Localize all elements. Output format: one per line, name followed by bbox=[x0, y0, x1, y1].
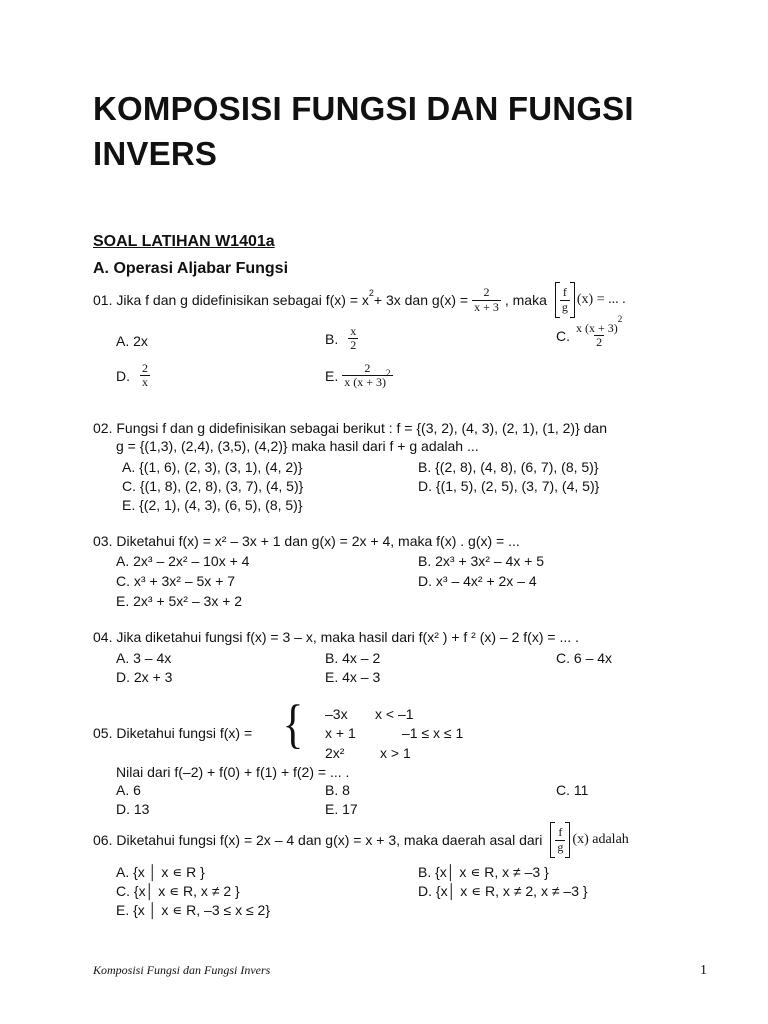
q02-line2: g = {(1,3), (2,4), (3,5), (4,2)} maka hasil dari f + g adalah ... bbox=[116, 438, 479, 454]
q05-option-b: B. 8 bbox=[325, 782, 350, 798]
q04-option-d: D. 2x + 3 bbox=[116, 669, 173, 685]
q02-option-b: B. {(2, 8), (4, 8), (6, 7), (8, 5)} bbox=[418, 459, 599, 475]
q04-option-e: E. 4x – 3 bbox=[325, 669, 381, 685]
q01-option-b bbox=[325, 325, 358, 352]
q04-line: 04. Jika diketahui fungsi f(x) = 3 – x, maka hasil dari f(x² ) + f ² (x) – 2 f(x) = ... . bbox=[93, 629, 579, 645]
q01-tail: (x) = ... . bbox=[576, 291, 626, 307]
q03-line: 03. Diketahui f(x) = x² – 3x + 1 dan g(x) = 2x + 4, maka f(x) . g(x) = ... bbox=[93, 533, 520, 549]
q01-c-label: C. bbox=[556, 327, 570, 344]
q05-brace: { bbox=[282, 694, 304, 754]
q01-option-c bbox=[556, 314, 624, 350]
q01-c-num: x (x + 3) bbox=[576, 321, 618, 335]
section-heading: SOAL LATIHAN W1401a bbox=[93, 233, 275, 250]
q05-range3: x > 1 bbox=[380, 745, 411, 761]
q04-option-a: A. 3 – 4x bbox=[116, 650, 172, 666]
q05-option-d: D. 13 bbox=[116, 801, 150, 817]
q01-option-a: A. 2x bbox=[116, 333, 148, 349]
q06-option-d: D. {x│ x ∊ R, x ≠ 2, x ≠ –3 } bbox=[418, 883, 588, 899]
q01-b-den: 2 bbox=[350, 338, 357, 353]
q06-option-b: B. {x│ x ∊ R, x ≠ –3 } bbox=[418, 864, 549, 880]
q06-line: 06. Diketahui fungsi f(x) = 2x – 4 dan g(x) = x + 3, maka daerah asal dari bbox=[93, 831, 543, 848]
page-title: KOMPOSISI FUNGSI DAN FUNGSI INVERS bbox=[93, 90, 634, 172]
q01-text2: + 3x dan g(x) = bbox=[373, 291, 469, 308]
q01-c-exp: 2 bbox=[617, 314, 623, 324]
q01-e-exp: 2 bbox=[386, 368, 391, 379]
q05-range1: x < –1 bbox=[375, 706, 414, 722]
q03-option-e: E. 2x³ + 5x² – 3x + 2 bbox=[116, 593, 243, 609]
q01-d-label: D. bbox=[116, 367, 130, 384]
q02-option-c: C. {(1, 8), (2, 8), (3, 7), (4, 5)} bbox=[122, 478, 304, 494]
q01-text: 01. Jika f dan g didefinisikan sebagai f(x) = x bbox=[93, 291, 369, 308]
q02-option-d: D. {(1, 5), (2, 5), (3, 7), (4, 5)} bbox=[418, 478, 600, 494]
q01-e-den: x (x + 3) bbox=[344, 375, 386, 390]
page-number: 1 bbox=[700, 963, 707, 978]
q01-option-d bbox=[116, 362, 150, 389]
question-01: 01. Jika f dan g didefinisikan sebagai f(x) = x $^2$ + 3x dan g(x) = $\frac{2}{x + 3}$ , maka $\frac{f}{g}$ (x) = ... . bbox=[93, 282, 626, 318]
q05-label: 05. Diketahui fungsi f(x) = bbox=[93, 725, 253, 741]
q05-case1: –3x bbox=[325, 706, 348, 722]
q01-fg-num: f bbox=[562, 285, 567, 300]
q03-option-c: C. x³ + 3x² – 5x + 7 bbox=[116, 573, 236, 589]
q06-fg-den: g bbox=[557, 839, 564, 854]
q01-text3: , maka bbox=[504, 291, 547, 308]
q06-option-a: A. {x │ x ∊ R } bbox=[116, 864, 205, 880]
page-footer: Komposisi Fungsi dan Fungsi Invers bbox=[93, 963, 271, 977]
q05-case3: 2x² bbox=[325, 745, 345, 761]
q01-option-e bbox=[325, 362, 393, 389]
q04-option-c: C. 6 – 4x bbox=[556, 650, 613, 666]
q06-fg-bracket bbox=[550, 822, 570, 858]
q02-line1: 02. Fungsi f dan g didefinisikan sebagai berikut : f = {(3, 2), (4, 3), (2, 1), (1, 2)} dan bbox=[93, 420, 608, 436]
q02-option-a: A. {(1, 6), (2, 3), (3, 1), (4, 2)} bbox=[122, 459, 303, 475]
q01-e-label: E. bbox=[325, 367, 339, 384]
q01-b-label: B. bbox=[325, 330, 339, 347]
q01-c-den: 2 bbox=[596, 335, 603, 350]
q01-gx-num: 2 bbox=[483, 285, 490, 300]
q03-option-a: A. 2x³ – 2x² – 10x + 4 bbox=[116, 553, 250, 569]
q04-option-b: B. 4x – 2 bbox=[325, 650, 381, 666]
q01-d-den: x bbox=[142, 375, 148, 390]
q01-d-num: 2 bbox=[142, 361, 148, 375]
q01-b-num: x bbox=[350, 324, 357, 338]
q05-option-a: A. 6 bbox=[116, 782, 141, 798]
q06-option-e: E. {x │ x ∊ R, –3 ≤ x ≤ 2} bbox=[116, 902, 270, 918]
q05-option-e: E. 17 bbox=[325, 801, 358, 817]
q06-fg-num: f bbox=[558, 825, 563, 840]
q03-option-b: B. 2x³ + 3x² – 4x + 5 bbox=[418, 553, 545, 569]
subsection-heading: A. Operasi Aljabar Fungsi bbox=[93, 260, 289, 277]
q01-gx-fraction bbox=[472, 286, 501, 313]
q06-tail: (x) adalah bbox=[572, 831, 629, 847]
q01-gx-den: x + 3 bbox=[474, 299, 499, 314]
q01-fg-den: g bbox=[561, 299, 568, 314]
q06-option-c: C. {x│ x ∊ R, x ≠ 2 } bbox=[116, 883, 240, 899]
q02-option-e: E. {(2, 1), (4, 3), (6, 5), (8, 5)} bbox=[122, 497, 303, 513]
q03-option-d: D. x³ – 4x² + 2x – 4 bbox=[418, 573, 537, 589]
q05-option-c: C. 11 bbox=[556, 782, 589, 798]
q01-fg-bracket bbox=[555, 282, 575, 318]
question-06 bbox=[93, 822, 629, 858]
q05-case2: x + 1 bbox=[325, 725, 356, 741]
q01-e-num: 2 bbox=[364, 361, 371, 375]
q05-range2: –1 ≤ x ≤ 1 bbox=[402, 725, 464, 741]
q05-line2: Nilai dari f(–2) + f(0) + f(1) + f(2) = ... . bbox=[116, 764, 350, 780]
